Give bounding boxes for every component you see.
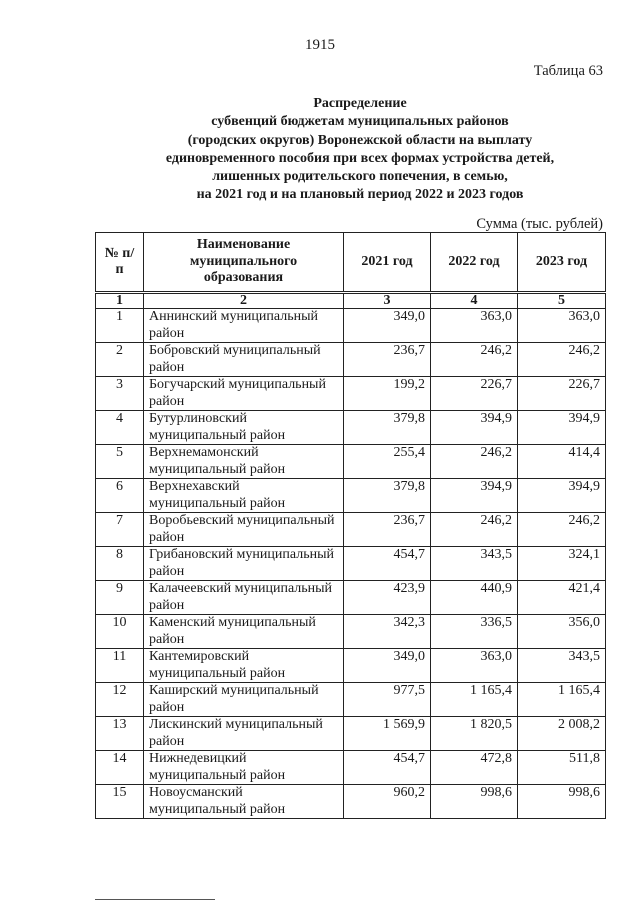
value-2022: 1 820,5 bbox=[431, 717, 518, 751]
value-2022: 246,2 bbox=[431, 343, 518, 377]
value-2023: 511,8 bbox=[518, 751, 606, 785]
row-number: 14 bbox=[96, 751, 144, 785]
municipality-name: Кантемировский муниципальный район bbox=[144, 649, 344, 683]
value-2021: 423,9 bbox=[344, 581, 431, 615]
value-2022: 394,9 bbox=[431, 411, 518, 445]
value-2021: 199,2 bbox=[344, 377, 431, 411]
municipality-name: Новоусманский муниципальный район bbox=[144, 785, 344, 819]
value-2023: 226,7 bbox=[518, 377, 606, 411]
municipality-name: Бобровский муниципальный район bbox=[144, 343, 344, 377]
value-2023: 1 165,4 bbox=[518, 683, 606, 717]
value-2021: 454,7 bbox=[344, 547, 431, 581]
table-header-row bbox=[96, 233, 606, 293]
table-row bbox=[96, 343, 606, 377]
value-2021: 1 569,9 bbox=[344, 717, 431, 751]
column-number: 5 bbox=[518, 293, 606, 309]
row-number: 4 bbox=[96, 411, 144, 445]
value-2023: 394,9 bbox=[518, 479, 606, 513]
value-2021: 342,3 bbox=[344, 615, 431, 649]
value-2023: 246,2 bbox=[518, 513, 606, 547]
value-2022: 440,9 bbox=[431, 581, 518, 615]
row-number: 5 bbox=[96, 445, 144, 479]
value-2023: 324,1 bbox=[518, 547, 606, 581]
header-2022: 2022 год bbox=[431, 233, 518, 293]
value-2023: 414,4 bbox=[518, 445, 606, 479]
municipality-name: Нижнедевицкий муниципальный район bbox=[144, 751, 344, 785]
value-2021: 379,8 bbox=[344, 411, 431, 445]
table-row bbox=[96, 785, 606, 819]
header-name: Наименование муниципального образования bbox=[144, 233, 344, 293]
value-2022: 998,6 bbox=[431, 785, 518, 819]
header-2021: 2021 год bbox=[344, 233, 431, 293]
row-number: 12 bbox=[96, 683, 144, 717]
value-2022: 363,0 bbox=[431, 649, 518, 683]
municipality-name: Верхнехавский муниципальный район bbox=[144, 479, 344, 513]
value-2023: 394,9 bbox=[518, 411, 606, 445]
table-row bbox=[96, 751, 606, 785]
document-title bbox=[100, 95, 620, 205]
municipality-name: Верхнемамонский муниципальный район bbox=[144, 445, 344, 479]
row-number: 3 bbox=[96, 377, 144, 411]
table-row bbox=[96, 547, 606, 581]
value-2023: 421,4 bbox=[518, 581, 606, 615]
municipality-name: Каменский муниципальный район bbox=[144, 615, 344, 649]
table-row bbox=[96, 479, 606, 513]
municipality-name: Воробьевский муниципальный район bbox=[144, 513, 344, 547]
value-2022: 343,5 bbox=[431, 547, 518, 581]
title-line: субвенций бюджетам муниципальных районов bbox=[211, 114, 509, 130]
row-number: 11 bbox=[96, 649, 144, 683]
column-number-row bbox=[96, 293, 606, 309]
value-2021: 454,7 bbox=[344, 751, 431, 785]
value-2022: 394,9 bbox=[431, 479, 518, 513]
value-2023: 363,0 bbox=[518, 309, 606, 343]
value-2022: 363,0 bbox=[431, 309, 518, 343]
header-2023: 2023 год bbox=[518, 233, 606, 293]
row-number: 7 bbox=[96, 513, 144, 547]
table-row bbox=[96, 309, 606, 343]
value-2022: 336,5 bbox=[431, 615, 518, 649]
column-number: 1 bbox=[96, 293, 144, 309]
row-number: 6 bbox=[96, 479, 144, 513]
row-number: 2 bbox=[96, 343, 144, 377]
value-2022: 226,7 bbox=[431, 377, 518, 411]
value-2022: 1 165,4 bbox=[431, 683, 518, 717]
page-number: 1915 bbox=[305, 37, 335, 53]
value-2022: 472,8 bbox=[431, 751, 518, 785]
table-row bbox=[96, 445, 606, 479]
title-line: (городских округов) Воронежской области на выплату bbox=[187, 132, 533, 148]
table-row bbox=[96, 717, 606, 751]
table-row bbox=[96, 649, 606, 683]
municipality-name: Каширский муниципальный район bbox=[144, 683, 344, 717]
municipality-name: Калачеевский муниципальный район bbox=[144, 581, 344, 615]
title-line: единовременного пособия при всех формах устройства детей, bbox=[165, 150, 555, 166]
table-row bbox=[96, 581, 606, 615]
value-2021: 255,4 bbox=[344, 445, 431, 479]
distribution-table bbox=[95, 232, 606, 819]
value-2021: 977,5 bbox=[344, 683, 431, 717]
value-2023: 356,0 bbox=[518, 615, 606, 649]
value-2021: 349,0 bbox=[344, 649, 431, 683]
value-2021: 379,8 bbox=[344, 479, 431, 513]
row-number: 8 bbox=[96, 547, 144, 581]
table-row bbox=[96, 683, 606, 717]
footnote-divider bbox=[95, 899, 215, 900]
value-2023: 2 008,2 bbox=[518, 717, 606, 751]
municipality-name: Богучарский муниципальный район bbox=[144, 377, 344, 411]
title-line: на 2021 год и на плановый период 2022 и 2023 годов bbox=[196, 187, 524, 203]
value-2022: 246,2 bbox=[431, 513, 518, 547]
row-number: 13 bbox=[96, 717, 144, 751]
value-2022: 246,2 bbox=[431, 445, 518, 479]
table-row bbox=[96, 615, 606, 649]
value-2021: 349,0 bbox=[344, 309, 431, 343]
table-label: Таблица 63 bbox=[533, 63, 603, 79]
municipality-name: Грибановский муниципальный район bbox=[144, 547, 344, 581]
municipality-name: Бутурлиновский муниципальный район bbox=[144, 411, 344, 445]
value-2023: 343,5 bbox=[518, 649, 606, 683]
row-number: 1 bbox=[96, 309, 144, 343]
value-2023: 998,6 bbox=[518, 785, 606, 819]
municipality-name: Лискинский муниципальный район bbox=[144, 717, 344, 751]
municipality-name: Аннинский муниципальный район bbox=[144, 309, 344, 343]
value-2021: 960,2 bbox=[344, 785, 431, 819]
column-number: 2 bbox=[144, 293, 344, 309]
value-2023: 246,2 bbox=[518, 343, 606, 377]
units-label: Сумма (тыс. рублей) bbox=[476, 216, 603, 232]
title-line: Распределение bbox=[313, 96, 407, 111]
table-row bbox=[96, 377, 606, 411]
title-line: лишенных родительского попечения, в семью, bbox=[212, 169, 508, 185]
table-row bbox=[96, 513, 606, 547]
table-body bbox=[96, 309, 606, 819]
row-number: 9 bbox=[96, 581, 144, 615]
column-number: 4 bbox=[431, 293, 518, 309]
row-number: 15 bbox=[96, 785, 144, 819]
value-2021: 236,7 bbox=[344, 513, 431, 547]
table-row bbox=[96, 411, 606, 445]
header-number: № п/п bbox=[96, 233, 144, 293]
column-number: 3 bbox=[344, 293, 431, 309]
value-2021: 236,7 bbox=[344, 343, 431, 377]
row-number: 10 bbox=[96, 615, 144, 649]
